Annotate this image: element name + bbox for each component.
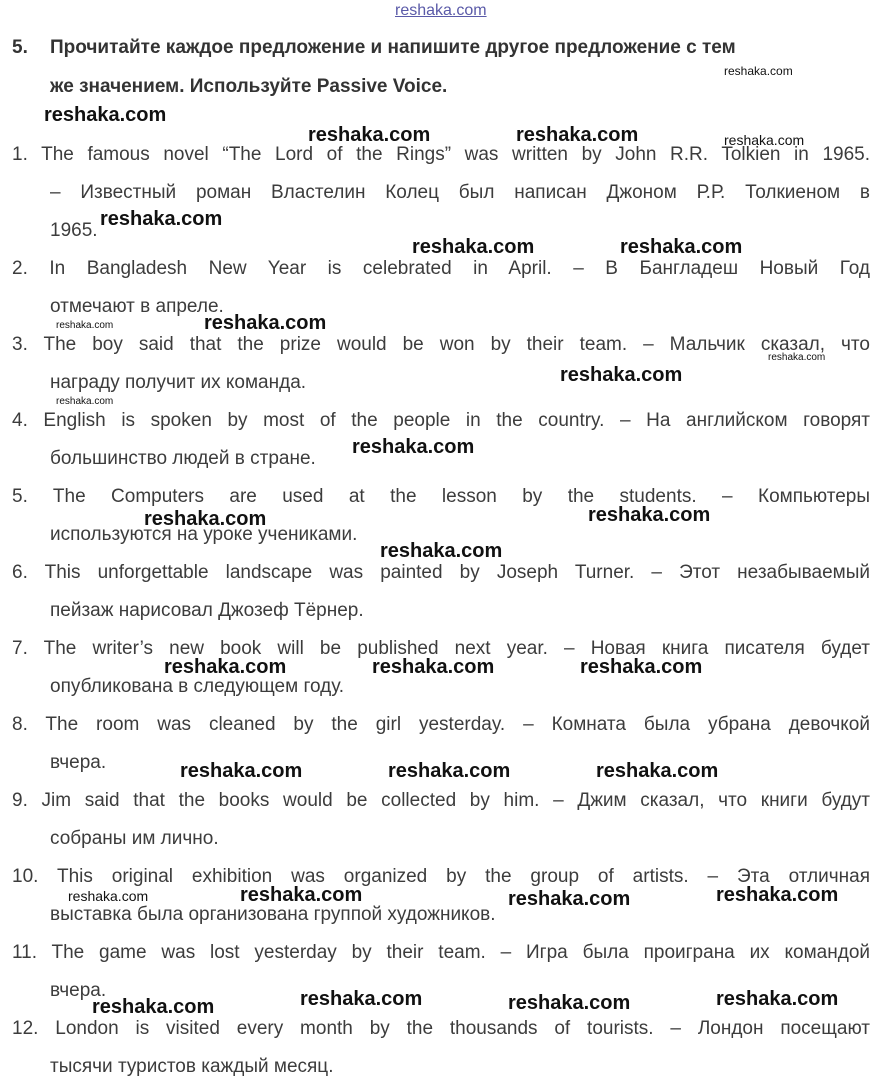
watermark: reshaka.com: [768, 352, 826, 363]
watermark: reshaka.com: [372, 656, 495, 678]
watermark: reshaka.com: [580, 656, 703, 678]
sentence-list: [12, 136, 870, 1086]
watermark: reshaka.com: [68, 888, 149, 904]
task-number: 5.: [12, 37, 28, 58]
site-url-link[interactable]: reshaka.com: [395, 2, 487, 19]
list-item: 10. This original exhibition was organized by the group of artists. – Эта отличная выставка была организована группой художников.: [12, 866, 870, 925]
watermark: reshaka.com: [724, 64, 793, 78]
list-item: 11. The game was lost yesterday by their team. – Игра была проиграна их командой вчера.: [12, 942, 870, 1001]
task-heading-line2: же значением. Используйте Passive Voice.: [50, 76, 448, 97]
watermark: reshaka.com: [588, 504, 711, 526]
watermark: reshaka.com: [596, 760, 719, 782]
watermark: reshaka.com: [240, 884, 363, 906]
watermark: reshaka.com: [56, 396, 114, 407]
watermark: reshaka.com: [352, 436, 475, 458]
watermark: reshaka.com: [380, 540, 503, 562]
list-item: 3. The boy said that the prize would be won by their team. – Мальчик сказал, что награду получит их команда.: [12, 334, 870, 393]
watermark: reshaka.com: [56, 320, 114, 331]
watermark: reshaka.com: [508, 888, 631, 910]
list-item: 5. The Computers are used at the lesson by the students. – Компьютеры используются на уроке учениками.: [12, 486, 870, 545]
watermark: reshaka.com: [388, 760, 511, 782]
watermark: reshaka.com: [308, 124, 431, 146]
list-item: 8. The room was cleaned by the girl yesterday. – Комната была убрана девочкой вчера.: [12, 714, 870, 773]
list-item: 6. This unforgettable landscape was painted by Joseph Turner. – Этот незабываемый пейзаж нарисовал Джозеф Тёрнер.: [12, 562, 870, 621]
watermark: reshaka.com: [716, 988, 839, 1010]
watermark: reshaka.com: [204, 312, 327, 334]
watermark: reshaka.com: [560, 364, 683, 386]
watermark: reshaka.com: [724, 132, 805, 148]
watermark: reshaka.com: [92, 996, 215, 1018]
watermark: reshaka.com: [508, 992, 631, 1014]
watermark: reshaka.com: [412, 236, 535, 258]
list-item: 4. English is spoken by most of the people in the country. – На английском говорят большинство людей в стране.: [12, 410, 870, 469]
watermark: reshaka.com: [100, 208, 223, 230]
watermark: reshaka.com: [164, 656, 287, 678]
watermark: reshaka.com: [716, 884, 839, 906]
list-item: 2. In Bangladesh New Year is celebrated in April. – В Бангладеш Новый Год отмечают в апреле.: [12, 258, 870, 317]
list-item: 9. Jim said that the books would be collected by him. – Джим сказал, что книги будут собраны им лично.: [12, 790, 870, 849]
watermark: reshaka.com: [620, 236, 743, 258]
list-item: 1. The famous novel “The Lord of the Rings” was written by John R.R. Tolkien in 1965. – Известный роман Властелин Колец был написан Джоном Р.Р. Толкиеном в 1965.: [12, 144, 870, 241]
list-item: 12. London is visited every month by the thousands of tourists. – Лондон посещают тысячи туристов каждый месяц.: [12, 1018, 870, 1077]
watermark: reshaka.com: [180, 760, 303, 782]
watermark: reshaka.com: [516, 124, 639, 146]
watermark: reshaka.com: [44, 104, 167, 126]
watermark: reshaka.com: [144, 508, 267, 530]
list-item: 7. The writer’s new book will be published next year. – Новая книга писателя будет опубликована в следующем году.: [12, 638, 870, 697]
task-heading-line1: 5. Прочитайте каждое предложение и напишите другое предложение с тем: [12, 28, 870, 67]
watermark: reshaka.com: [300, 988, 423, 1010]
